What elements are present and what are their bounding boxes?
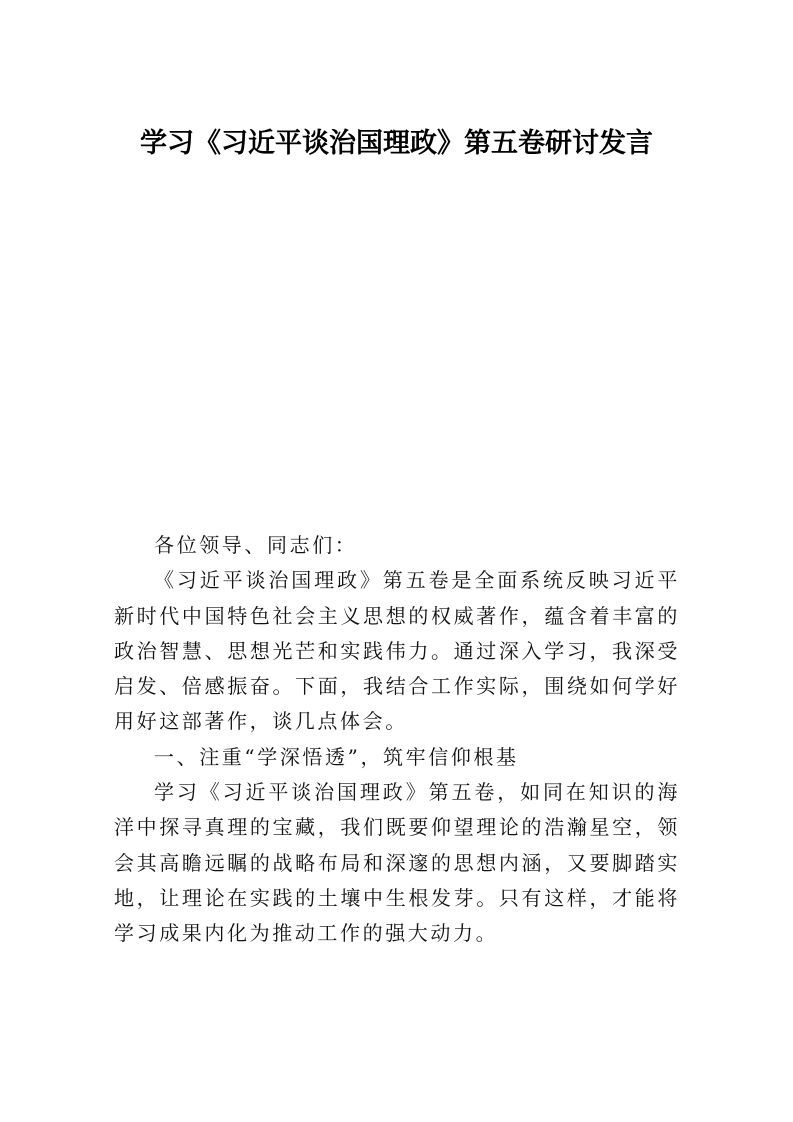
salutation: 各位领导、同志们： xyxy=(154,533,358,557)
section-paragraph: 学习《习近平谈治国理政》第五卷，如同在知识的海洋中探寻真理的宝藏，我们既要仰望理论的浩瀚星空，领会其高瞻远瞩的战略布局和深邃的思想内涵，又要脚踏实地，让理论在实践的土壤中生根发芽。只有这样，才能将学习成果内化为推动工作的强大动力。 xyxy=(114,780,680,946)
section-heading: 一、注重“学深悟透”，筑牢信仰根基 xyxy=(154,744,519,769)
intro-paragraph: 《习近平谈治国理政》第五卷是全面系统反映习近平新时代中国特色社会主义思想的权威著作，蕴含着丰富的政治智慧、思想光芒和实践伟力。通过深入学习，我深受启发、倍感振奋。下面，我结合工作实际，围绕如何学好用好这部著作，谈几点体会。 xyxy=(114,568,680,734)
document-title: 学习《习近平谈治国理政》第五卷研讨发言 xyxy=(140,128,653,159)
document-body xyxy=(114,528,680,952)
